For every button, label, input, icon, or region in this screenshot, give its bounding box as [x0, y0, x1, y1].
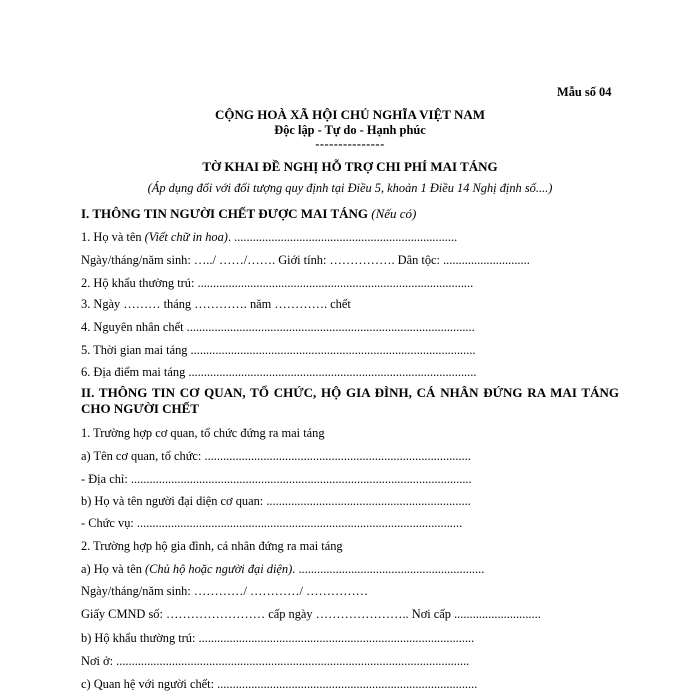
national-motto: Độc lập - Tự do - Hạnh phúc	[274, 123, 426, 137]
burial-place-line: 6. Địa điểm mai táng .............................................................................................	[81, 365, 477, 379]
death-date-line: 3. Ngày ……… tháng …………. năm …………. chết	[81, 297, 351, 311]
org-case-line: 1. Trường hợp cơ quan, tổ chức đứng ra mai táng	[81, 426, 325, 440]
section-2-heading: II. THÔNG TIN CƠ QUAN, TỔ CHỨC, HỘ GIA ĐÌNH, CÁ NHÂN ĐỨNG RA MAI TÁNG CHO NGƯỜI CHẾT	[81, 385, 619, 417]
household-name-label: a) Họ và tên	[81, 562, 145, 576]
form-number: Mẫu số 04	[557, 85, 612, 99]
national-title: CỘNG HOÀ XÃ HỘI CHỦ NGHĨA VIỆT NAM	[214, 107, 486, 122]
form-subtitle: (Áp dụng đối với đối tượng quy định tại Điều 5, khoản 1 Điều 14 Nghị định số....)	[147, 181, 553, 195]
burial-time-line: 5. Thời gian mai táng ............................................................................................	[81, 343, 476, 357]
org-name-line: a) Tên cơ quan, tổ chức: ......................................................................................	[81, 449, 471, 463]
household-residence-line: b) Hộ khẩu thường trú: .........................................................................................	[81, 631, 475, 645]
household-name-hint: (Chủ hộ hoặc người đại diện)	[145, 562, 293, 576]
household-case-line: 2. Trường hợp hộ gia đình, cá nhân đứng ra mai táng	[81, 539, 343, 553]
form-title: TỜ KHAI ĐỀ NGHỊ HỖ TRỢ CHI PHÍ MAI TÁNG	[202, 159, 498, 174]
deceased-name-blank: . ........................................................................	[227, 230, 458, 244]
relationship-line: c) Quan hệ với người chết: ....................................................................................	[81, 677, 478, 691]
household-name-line	[81, 563, 484, 575]
org-address-line: - Địa chỉ: ..............................................................................................................	[81, 472, 472, 486]
household-dob-line: Ngày/tháng/năm sinh: …………/ …………/ ……………	[81, 584, 369, 598]
deceased-name-line	[81, 231, 457, 243]
death-cause-line: 4. Nguyên nhân chết .............................................................................................	[81, 320, 475, 334]
household-name-blank: . ............................................................	[292, 562, 485, 576]
header-divider: ---------------	[315, 137, 385, 151]
current-address-line: Nơi ở: ..................................................................................................................	[81, 654, 470, 668]
org-position-line: - Chức vụ: .........................................................................................................	[81, 516, 463, 530]
section-1-heading-text: I. THÔNG TIN NGƯỜI CHẾT ĐƯỢC MAI TÁNG	[81, 206, 369, 221]
id-card-line: Giấy CMND số: …………………… cấp ngày ………………….. Nơi cấp ............................	[81, 607, 541, 621]
deceased-name-hint: (Viết chữ in hoa)	[144, 230, 228, 244]
section-1-heading	[81, 207, 416, 220]
deceased-dob-line: Ngày/tháng/năm sinh: …../ ……/……. Giới tính: ……………. Dân tộc: ............................	[81, 253, 530, 267]
deceased-name-label: 1. Họ và tên	[81, 230, 145, 244]
section-1-heading-note: (Nếu có)	[368, 206, 417, 221]
org-representative-line: b) Họ và tên người đại diện cơ quan: ..................................................................	[81, 494, 471, 508]
deceased-residence-line: 2. Hộ khẩu thường trú: .........................................................................................	[81, 276, 474, 290]
